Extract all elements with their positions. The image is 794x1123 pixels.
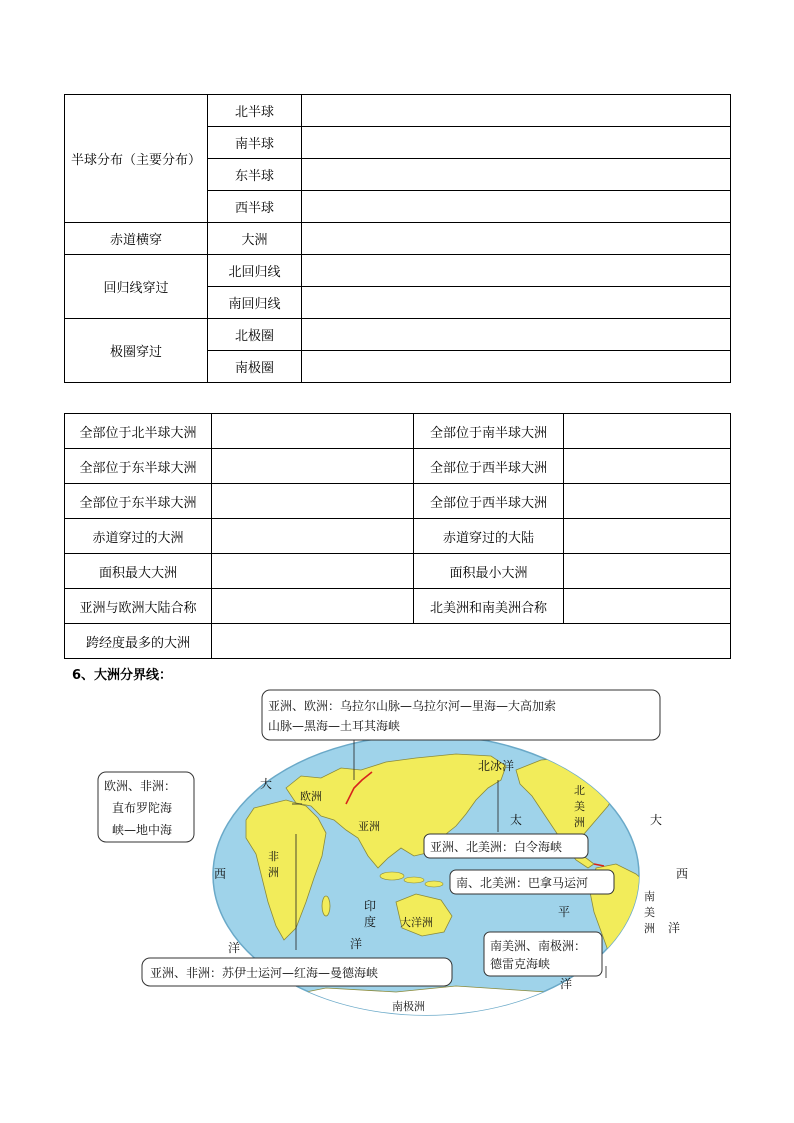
callout-asia-africa-text: 亚洲、非洲：苏伊士运河—红海—曼德海峡 [150,966,379,980]
label-sa-3: 洲 [644,922,655,935]
answer-cell[interactable] [302,159,731,191]
greenland-landmass [618,750,644,776]
answer-cell[interactable] [564,519,731,554]
equator-group-cell: 赤道横穿 [65,223,208,255]
label-indian-3: 洋 [350,937,363,951]
answer-cell[interactable] [302,127,731,159]
label-atlantic-west-1: 大 [260,777,273,791]
label-na-2: 美 [574,800,585,813]
label-indian-1: 印 [364,899,377,913]
label-pacific-3: 洋 [560,977,573,991]
label-antarctica: 南极洲 [392,1000,425,1013]
answer-cell[interactable] [302,287,731,319]
label-arctic-ocean: 北冰洋 [478,759,515,773]
answer-cell[interactable] [302,319,731,351]
label-na-1: 北 [574,784,585,797]
label-atlantic-west-3: 洋 [228,941,241,955]
answer-cell[interactable] [564,589,731,624]
label-sa-1: 南 [644,890,655,903]
label-asia: 亚洲 [358,820,380,833]
answer-cell[interactable] [564,554,731,589]
label-europe: 欧洲 [300,790,322,803]
label-africa-1: 非 [268,850,279,863]
label-sa-2: 美 [644,906,655,919]
callout-sa-antarctica-line2: 德雷克海峡 [490,957,551,971]
question-label: 赤道穿过的大陆 [414,519,564,554]
answer-cell[interactable] [564,414,731,449]
answer-cell[interactable] [564,484,731,519]
answer-cell[interactable] [302,351,731,383]
question-label: 全部位于西半球大洲 [414,484,564,519]
label-indian-2: 度 [364,915,377,929]
section-heading: 6、大洲分界线： [72,668,173,683]
callout-asia-na-text: 亚洲、北美洲：白令海峡 [430,840,563,854]
label-atlantic-east-2: 西 [676,867,689,881]
question-label: 跨经度最多的大洲 [65,624,212,659]
label-atlantic-east-1: 大 [650,813,663,827]
label-africa-2: 洲 [268,866,279,879]
continent-label: 大洲 [208,223,302,255]
answer-cell[interactable] [212,484,414,519]
answer-cell[interactable] [564,449,731,484]
answer-cell[interactable] [212,414,414,449]
answer-cell[interactable] [302,95,731,127]
answer-cell[interactable] [212,589,414,624]
question-label: 面积最大大洲 [65,554,212,589]
label-atlantic-east-3: 洋 [668,921,681,935]
label-pacific-2: 平 [558,905,571,919]
question-label: 亚洲与欧洲大陆合称 [65,589,212,624]
label-atlantic-west-2: 西 [214,867,227,881]
continent-facts-table [64,413,731,659]
callout-asia-europe-line1: 亚洲、欧洲：乌拉尔山脉—乌拉尔河—里海—大高加索 [268,699,557,713]
tropic-group-cell: 回归线穿过 [65,255,208,319]
label-pacific-1: 太 [510,813,523,827]
question-label: 面积最小大洲 [414,554,564,589]
answer-cell[interactable] [302,223,731,255]
world-map [96,688,696,1020]
distribution-table [64,94,731,383]
question-label: 全部位于西半球大洲 [414,449,564,484]
answer-cell[interactable] [212,554,414,589]
east-hemisphere-label: 东半球 [208,159,302,191]
south-hemisphere-label: 南半球 [208,127,302,159]
north-hemisphere-label: 北半球 [208,95,302,127]
arctic-circle-label: 北极圈 [208,319,302,351]
hemisphere-group-cell: 半球分布（主要分布） [65,95,208,223]
callout-europe-africa-line2: 直布罗陀海 [112,801,173,815]
madagascar-landmass [322,896,330,916]
answer-cell[interactable] [302,255,731,287]
west-hemisphere-label: 西半球 [208,191,302,223]
polar-group-cell: 极圈穿过 [65,319,208,383]
callout-europe-africa-line3: 峡—地中海 [112,823,173,837]
question-label: 赤道穿过的大洲 [65,519,212,554]
label-na-3: 洲 [574,816,585,829]
answer-cell[interactable] [302,191,731,223]
question-label: 北美洲和南美洲合称 [414,589,564,624]
question-label: 全部位于东半球大洲 [65,484,212,519]
answer-cell[interactable] [212,449,414,484]
question-label: 全部位于东半球大洲 [65,449,212,484]
antarctic-circle-label: 南极圈 [208,351,302,383]
answer-cell[interactable] [212,519,414,554]
tropic-north-label: 北回归线 [208,255,302,287]
callout-sa-antarctica-line1: 南美洲、南极洲： [490,939,587,953]
question-label: 全部位于南半球大洲 [414,414,564,449]
question-label: 全部位于北半球大洲 [65,414,212,449]
answer-cell[interactable] [212,624,731,659]
callout-na-sa-text: 南、北美洲：巴拿马运河 [456,876,589,890]
callout-europe-africa-line1: 欧洲、非洲： [104,779,177,793]
tropic-south-label: 南回归线 [208,287,302,319]
label-oceania: 大洋洲 [400,916,433,929]
callout-asia-europe-line2: 山脉—黑海—土耳其海峡 [268,719,401,733]
